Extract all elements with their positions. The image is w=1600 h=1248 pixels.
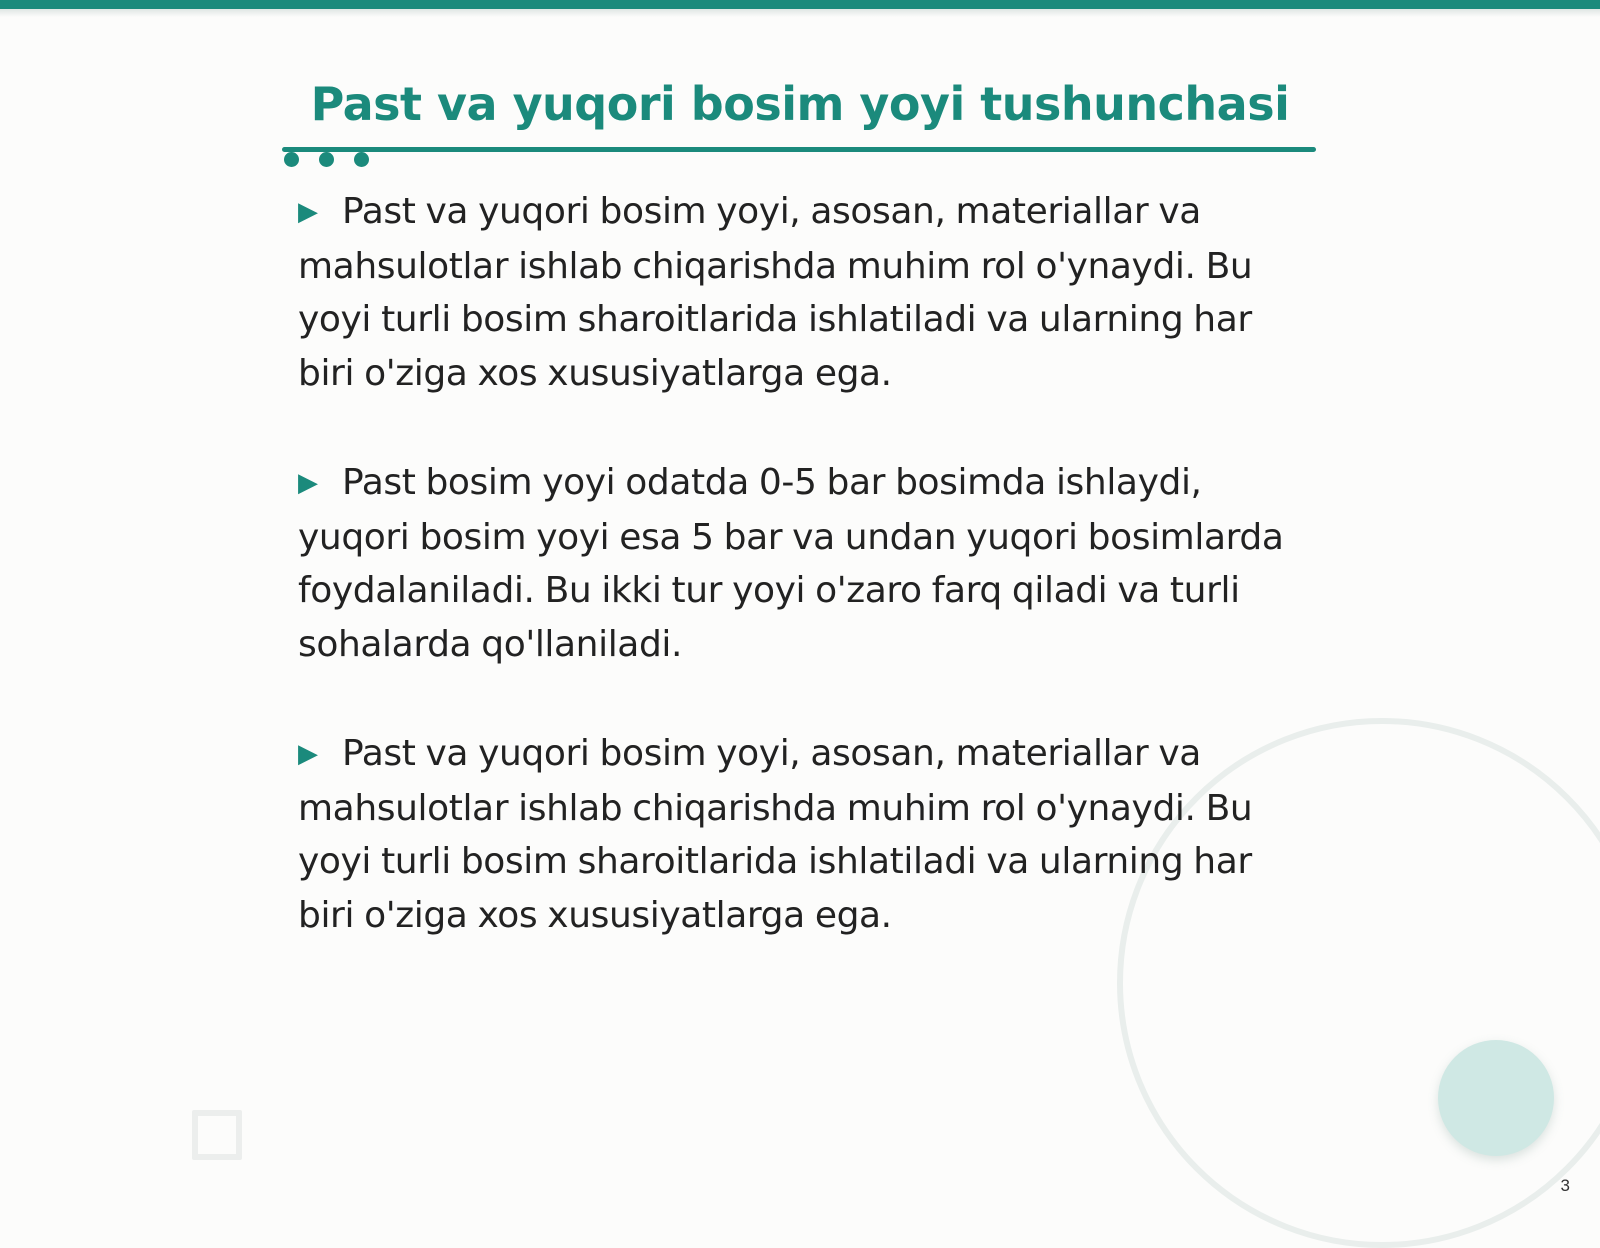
bullet-item [298, 456, 1288, 671]
bullet-list [298, 185, 1288, 998]
bullet-text: Past bosim yoyi odatda 0-5 bar bosimda ishlaydi, yuqori bosim yoyi esa 5 bar va undan yuqori bosimlarda foydalaniladi. Bu ikki tur yoyi o'zaro farq qiladi va turli sohalarda qo'llaniladi. [298, 462, 1284, 665]
bullet-text: Past va yuqori bosim yoyi, asosan, materiallar va mahsulotlar ishlab chiqarishda muhim rol o'ynaydi. Bu yoyi turli bosim sharoitlarida ishlatiladi va ularning har biri o'ziga xos xususiyatlarga ega. [298, 733, 1253, 936]
bullet-item [298, 727, 1288, 942]
bullet-arrow-icon: ▶ [298, 468, 318, 498]
title-underline [282, 147, 1316, 152]
top-accent-bar [0, 0, 1600, 9]
bullet-item [298, 185, 1288, 400]
underline-dot [354, 152, 369, 167]
decorative-circle [1438, 1040, 1554, 1156]
top-bar-shadow [0, 9, 1600, 17]
underline-dot [284, 152, 299, 167]
page-number: 3 [1560, 1176, 1570, 1195]
slide-title: Past va yuqori bosim yoyi tushunchasi [310, 77, 1290, 131]
bullet-text: Past va yuqori bosim yoyi, asosan, materiallar va mahsulotlar ishlab chiqarishda muhim rol o'ynaydi. Bu yoyi turli bosim sharoitlarida ishlatiladi va ularning har biri o'ziga xos xususiyatlarga ega. [298, 191, 1253, 394]
bullet-arrow-icon: ▶ [298, 739, 318, 769]
bullet-arrow-icon: ▶ [298, 197, 318, 227]
decorative-square [192, 1110, 242, 1160]
underline-dot [319, 152, 334, 167]
